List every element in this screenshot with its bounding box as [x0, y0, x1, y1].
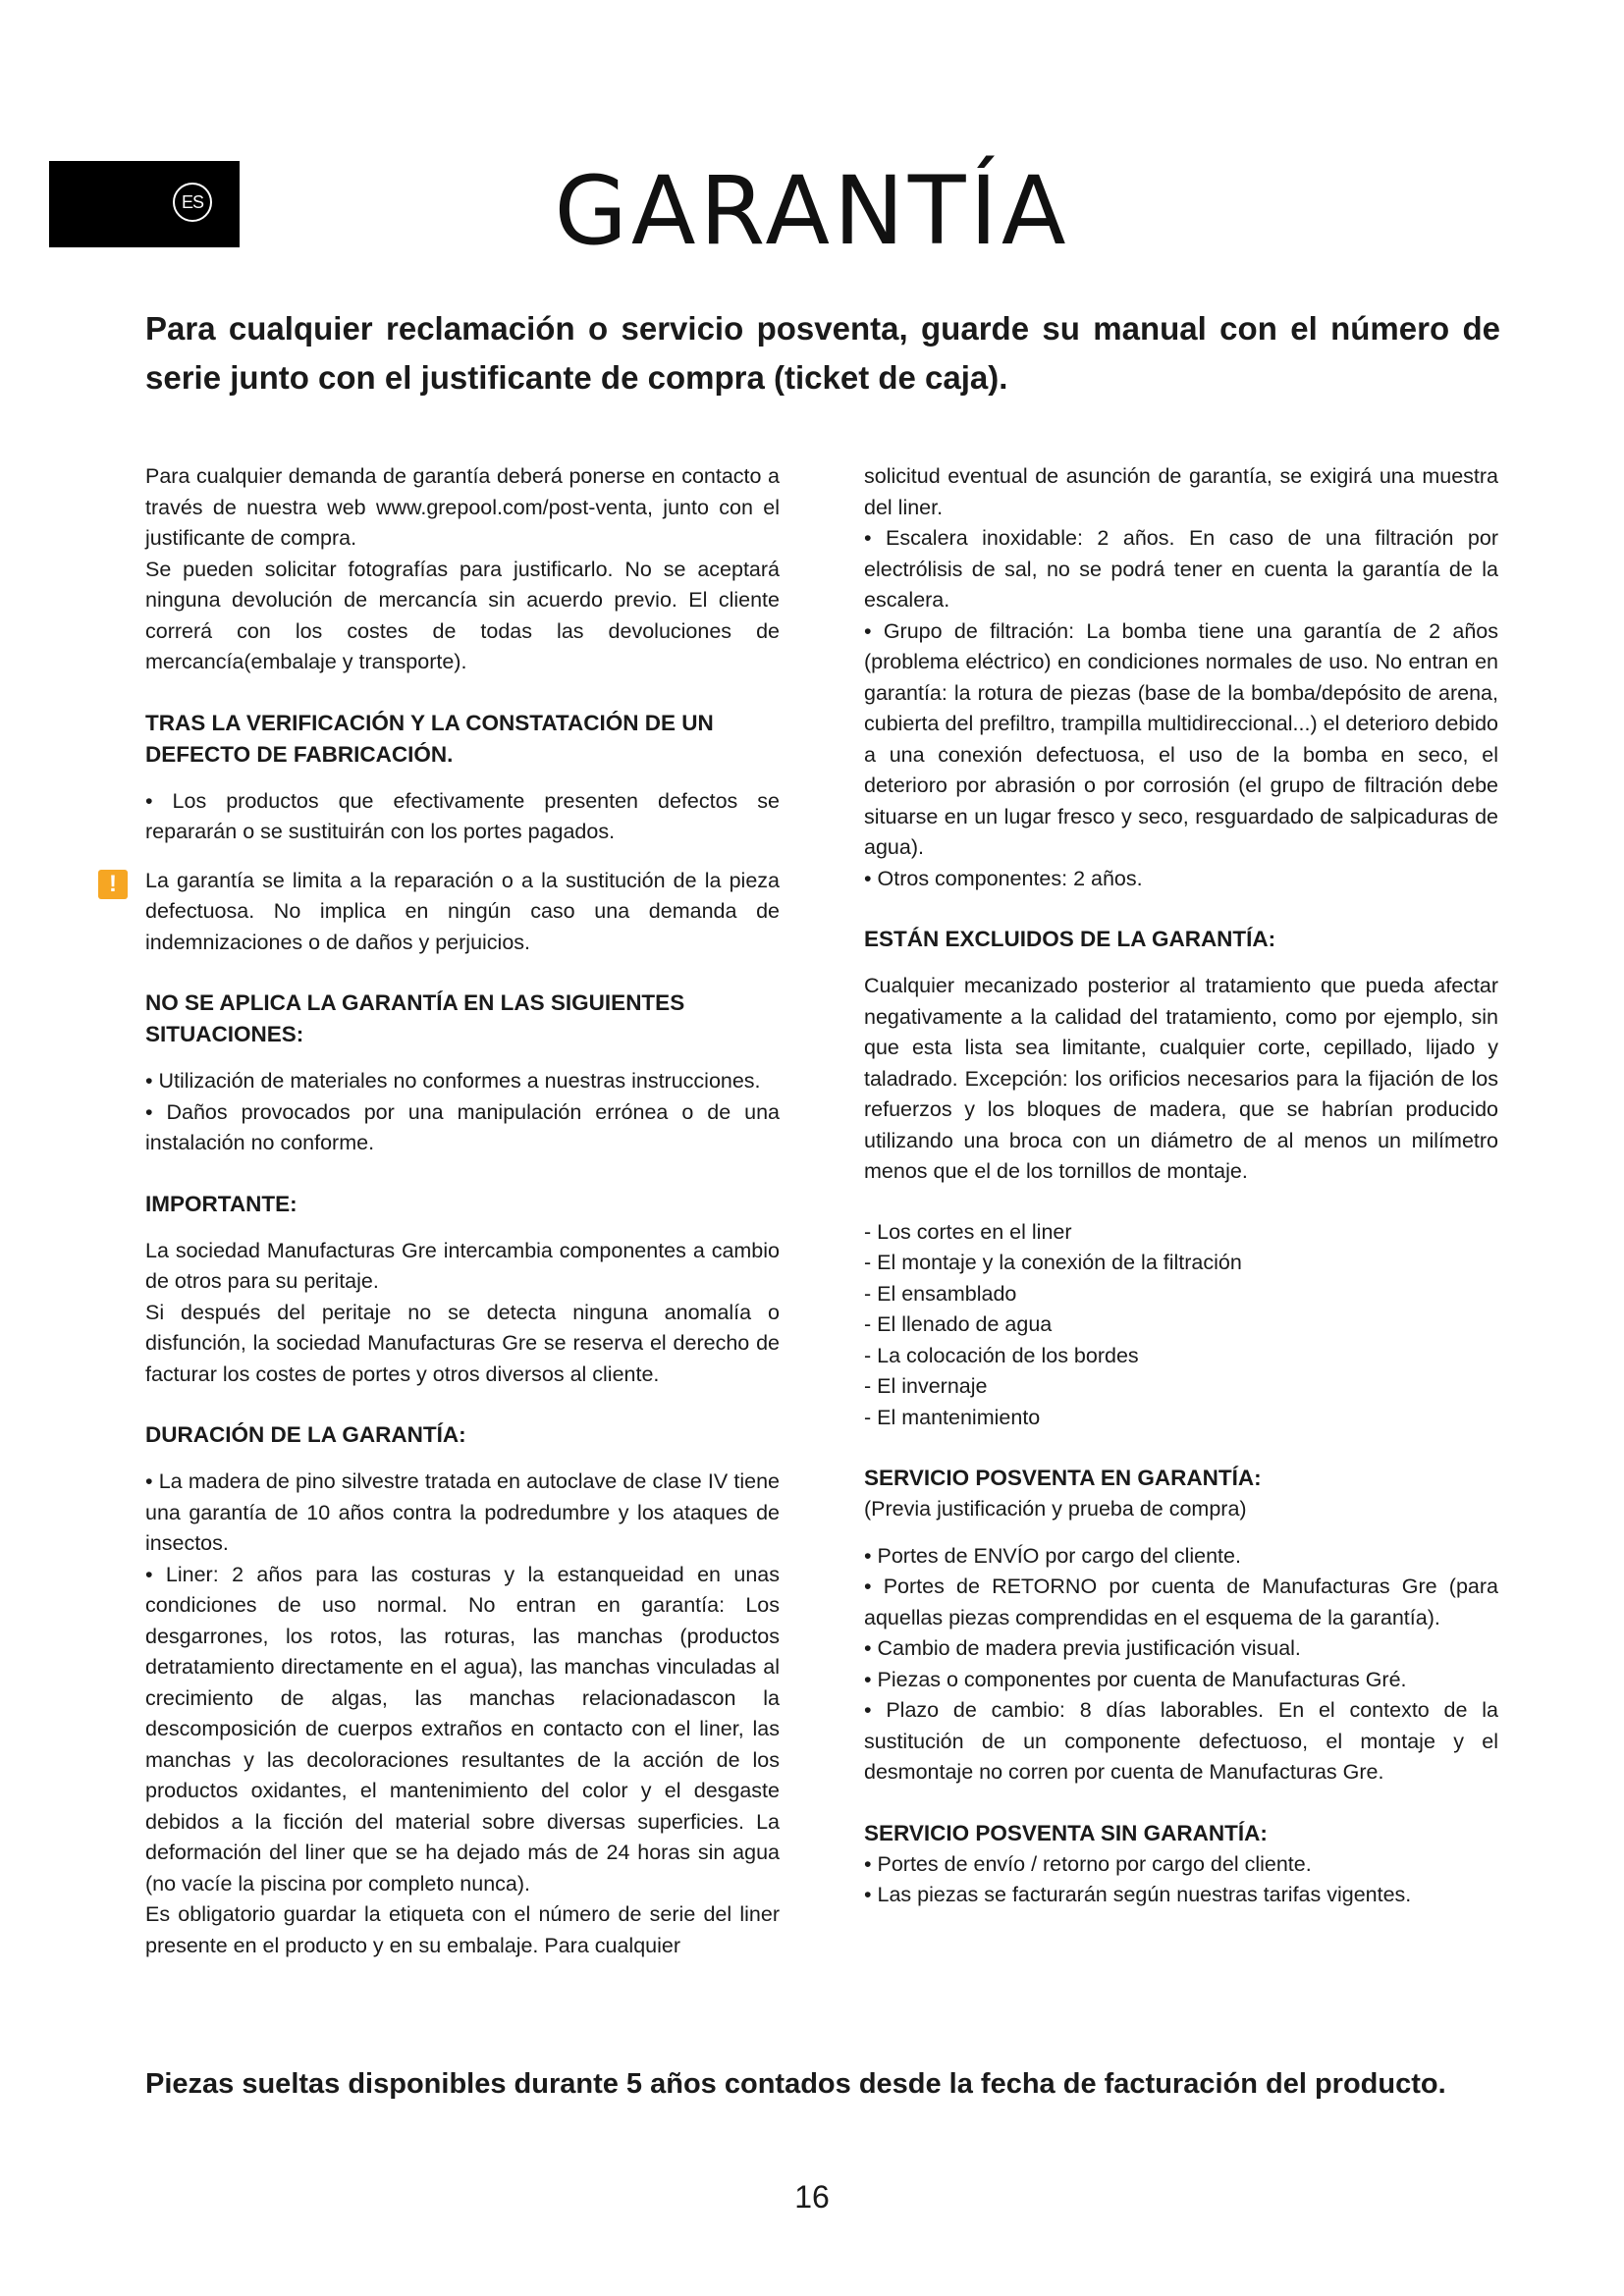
warning-icon: !	[98, 870, 128, 899]
paragraph-limitacion: La garantía se limita a la reparación o a la sustitución de la pieza defectuosa. No implica en ningún caso una demanda de indemnizaciones o de daños y perjuicios.	[145, 868, 780, 954]
paragraph-mecanizado: Cualquier mecanizado posterior al tratamiento que pueda afectar negativamente a la calidad del tratamiento, como por ejemplo, sin que esta lista sea limitante, cualquier corte, cepillado, lijado y taladrado. Excepción: los orificios necesarios para la fijación de los refuerzos y los bloques de madera, que se habrían producido utilizando una broca con un diámetro de al menos un milímetro menos que el de los tornillos de montaje.	[864, 974, 1498, 1183]
heading-no-aplica: NO SE APLICA LA GARANTÍA EN LAS SIGUIENTES SITUACIONES:	[145, 990, 685, 1046]
list-item: - El montaje y la conexión de la filtración	[864, 1251, 1242, 1274]
heading-sin-garantia: SERVICIO POSVENTA SIN GARANTÍA:	[864, 1820, 1268, 1845]
list-item: - El invernaje	[864, 1374, 988, 1398]
list-item: • Plazo de cambio: 8 días laborables. En el contexto de la sustitución de un componente defectuoso, el montaje y el desmontaje no corren por cuenta de Manufacturas Gre.	[864, 1698, 1498, 1784]
paragraph-fotografias: Se pueden solicitar fotografías para justificarlo. No se aceptará ninguna devolución de mercancía sin acuerdo previo. El cliente correrá con los costes de todas las devoluciones de mercancía(embalaje y transporte).	[145, 557, 780, 673]
list-item: • Portes de envío / retorno por cargo del cliente.	[864, 1851, 1312, 1876]
language-badge: ES	[173, 183, 212, 222]
list-item: • Otros componentes: 2 años.	[864, 866, 1143, 890]
page-number: 16	[794, 2179, 830, 2215]
list-item: • Escalera inoxidable: 2 años. En caso de una filtración por electrólisis de sal, no se podrá tener en cuenta la garantía de la escalera.	[864, 526, 1498, 612]
list-item: • Utilización de materiales no conformes a nuestras instrucciones.	[145, 1069, 761, 1093]
list-item: • Liner: 2 años para las costuras y la estanqueidad en unas condiciones de uso normal. No entran en garantía: Los desgarrones, los rotos, las roturas, las manchas (productos detratamiento directamente en el agua), las manchas vinculadas al crecimiento de algas, las manchas relacionadascon la descomposición de cuerpos extraños en contacto con el liner, las manchas y las decoloraciones resultantes de la acción de los productos oxidantes, el mantenimiento del color y el desgaste debidos a la ficción del material sobre diversas superficies. La deformación del liner que se ha dejado más de 24 horas sin agua (no vacíe la piscina por completo nunca).	[145, 1562, 780, 1896]
list-item: - La colocación de los bordes	[864, 1343, 1139, 1367]
left-column	[109, 461, 780, 1961]
list-item: • Daños provocados por una manipulación errónea o de una instalación no conforme.	[145, 1099, 780, 1154]
paragraph-muestra: solicitud eventual de asunción de garantía, se exigirá una muestra del liner.	[864, 464, 1498, 519]
heading-verificacion: TRAS LA VERIFICACIÓN Y LA CONSTATACIÓN DE UN DEFECTO DE FABRICACIÓN.	[145, 710, 714, 767]
list-item: • Portes de ENVÍO por cargo del cliente.	[864, 1543, 1241, 1568]
paragraph-etiqueta: Es obligatorio guardar la etiqueta con el número de serie del liner presente en el producto y en su embalaje. Para cualquier	[145, 1902, 780, 1957]
heading-duracion: DURACIÓN DE LA GARANTÍA:	[145, 1422, 466, 1447]
list-item: - El ensamblado	[864, 1281, 1017, 1306]
paragraph-contacto: Para cualquier demanda de garantía deberá ponerse en contacto a través de nuestra web www.grepool.com/post-venta, junto con el justificante de compra.	[145, 464, 780, 550]
paragraph-peritaje: Si después del peritaje no se detecta ninguna anomalía o disfunción, la sociedad Manufacturas Gre se reserva el derecho de facturar los costes de portes y otros diversos al cliente.	[145, 1300, 780, 1386]
right-column	[864, 461, 1498, 1911]
subheading-con-garantia: (Previa justificación y prueba de compra)	[864, 1497, 1247, 1521]
spare-parts-note: Piezas sueltas disponibles durante 5 años contados desde la fecha de facturación del producto.	[145, 2068, 1446, 2100]
list-item: • Las piezas se facturarán según nuestras tarifas vigentes.	[864, 1883, 1412, 1906]
list-item: • Grupo de filtración: La bomba tiene una garantía de 2 años (problema eléctrico) en condiciones normales de uso. No entran en garantía: la rotura de piezas (base de la bomba/depósito de arena, cubierta del prefiltro, trampilla multidireccional...) el deterioro debido a una conexión defectuosa, el uso de la bomba en seco, el deterioro por abrasión o por corrosión (el grupo de filtración debe situarse en un lugar fresco y seco, resguardado de salpicaduras de agua).	[864, 618, 1498, 859]
paragraph-intercambio: La sociedad Manufacturas Gre intercambia componentes a cambio de otros para su peritaje.	[145, 1238, 780, 1293]
heading-importante: IMPORTANTE:	[145, 1191, 298, 1216]
list-item: - Los cortes en el liner	[864, 1219, 1072, 1244]
page-title: GARANTÍA	[554, 156, 1070, 266]
list-item: • Cambio de madera previa justificación visual.	[864, 1636, 1301, 1660]
paragraph-reparar: • Los productos que efectivamente presenten defectos se repararán o se sustituirán con los portes pagados.	[145, 788, 780, 843]
list-item: - El mantenimiento	[864, 1405, 1041, 1429]
list-item: • La madera de pino silvestre tratada en autoclave de clase IV tiene una garantía de 10 años contra la podredumbre y los ataques de insectos.	[145, 1469, 780, 1555]
intro-notice: Para cualquier reclamación o servicio posventa, guarde su manual con el número de serie junto con el justificante de compra (ticket de caja).	[145, 310, 1500, 396]
heading-excluidos: ESTÁN EXCLUIDOS DE LA GARANTÍA:	[864, 927, 1276, 951]
heading-con-garantia: SERVICIO POSVENTA EN GARANTÍA:	[864, 1466, 1262, 1490]
list-item: - El llenado de agua	[864, 1312, 1053, 1336]
list-item: • Piezas o componentes por cuenta de Manufacturas Gré.	[864, 1667, 1407, 1691]
list-item: • Portes de RETORNO por cuenta de Manufacturas Gre (para aquellas piezas comprendidas en el esquema de la garantía).	[864, 1575, 1498, 1629]
